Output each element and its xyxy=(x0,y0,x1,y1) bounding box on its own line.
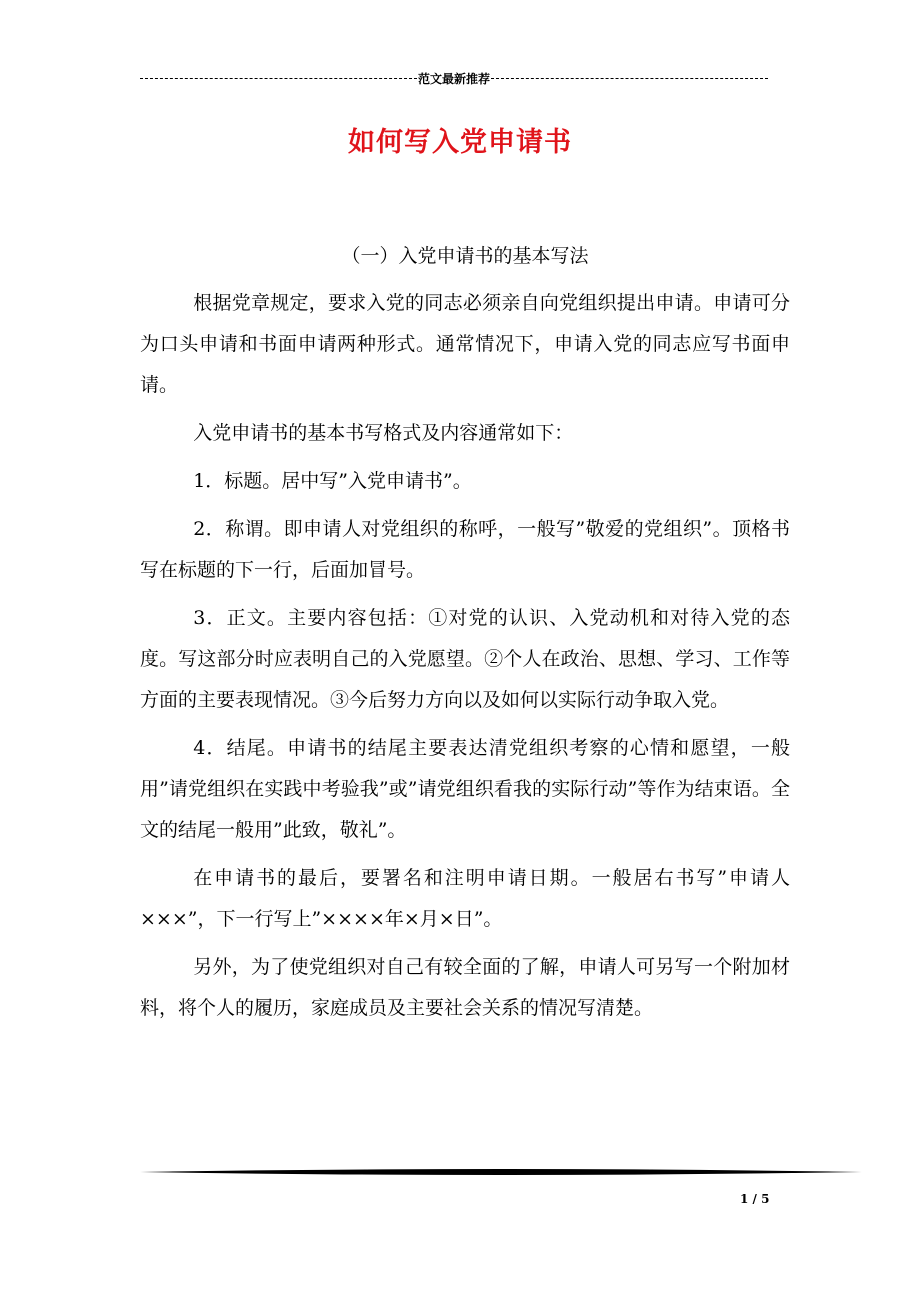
document-body xyxy=(140,236,790,1036)
paragraph-application-requirement: 根据党章规定，要求入党的同志必须亲自向党组织提出申请。申请可分为口头申请和书面申请两种形式。通常情况下，申请入党的同志应写书面申请。 xyxy=(140,292,790,396)
header-dash-right xyxy=(491,78,768,79)
paragraph-signature-date: 在申请书的最后，要署名和注明申请日期。一般居右书写”申请人×××”，下一行写上”××××年×月×日”。 xyxy=(140,867,790,930)
paragraph-format-intro: 入党申请书的基本书写格式及内容通常如下： xyxy=(193,422,574,444)
document-title: 如何写入党申请书 xyxy=(348,127,572,158)
header-dash-left xyxy=(140,78,417,79)
paragraph-item-salutation: 2．称谓。即申请人对党组织的称呼，一般写”敬爱的党组织”。顶格书写在标题的下一行，后面加冒号。 xyxy=(140,518,790,581)
paragraph-item-body: 3．正文。主要内容包括：①对党的认识、入党动机和对待入党的态度。写这部分时应表明自己的入党愿望。②个人在政治、思想、学习、工作等方面的主要表现情况。③今后努力方向以及如何以实际行动争取入党。 xyxy=(140,607,790,711)
page-header xyxy=(140,70,768,86)
header-label: 范文最新推荐 xyxy=(418,71,491,86)
paragraph-item-title: 1．标题。居中写”入党申请书”。 xyxy=(193,470,472,492)
page-number: 1 / 5 xyxy=(740,1192,770,1206)
footer-divider xyxy=(140,1166,862,1178)
section-heading: （一）入党申请书的基本写法 xyxy=(341,245,589,267)
paragraph-additional-material: 另外，为了使党组织对自己有较全面的了解，申请人可另写一个附加材料，将个人的履历，家庭成员及主要社会关系的情况写清楚。 xyxy=(140,956,790,1019)
paragraph-item-ending: 4．结尾。申请书的结尾主要表达清党组织考察的心情和愿望，一般用”请党组织在实践中考验我”或”请党组织看我的实际行动”等作为结束语。全文的结尾一般用”此致，敬礼”。 xyxy=(140,737,790,841)
